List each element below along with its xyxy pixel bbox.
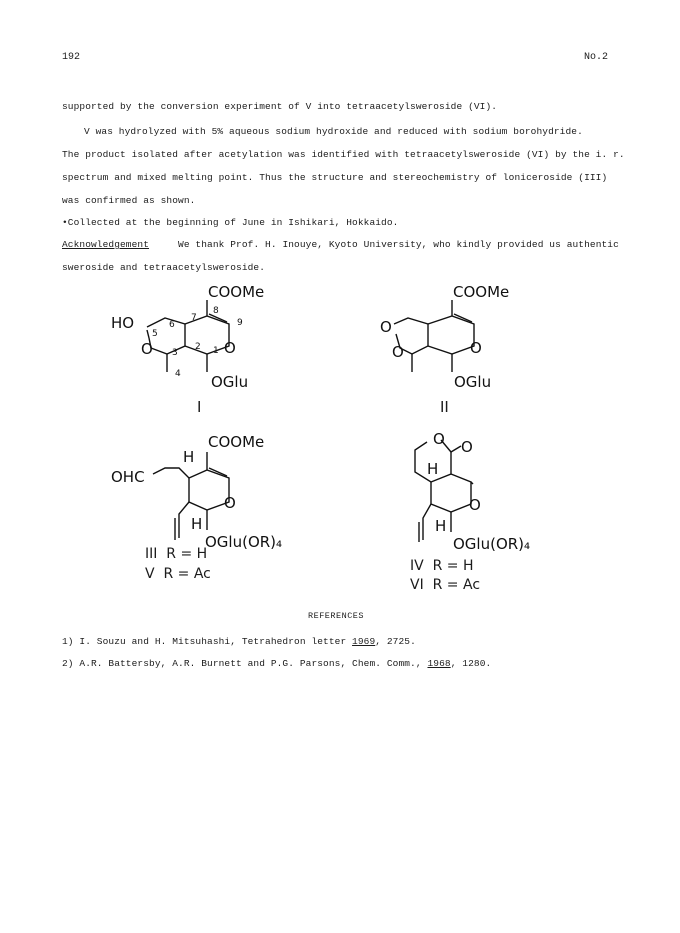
svg-text:O: O xyxy=(470,339,482,357)
struct-I-bonds-right xyxy=(185,316,229,354)
struct-III-label-1 xyxy=(145,546,207,562)
struct-I-num-4: 4 xyxy=(175,369,181,379)
svg-text:O: O xyxy=(224,339,236,357)
struct-IV-h-bottom: H xyxy=(435,517,447,535)
struct-I-label: I xyxy=(197,398,202,416)
struct-VI-r: R = Ac xyxy=(432,577,481,593)
reference-2-year: 1968 xyxy=(427,658,451,669)
reference-1-year: 1969 xyxy=(352,636,376,647)
struct-I-num-5: 5 xyxy=(152,329,158,339)
svg-text:O: O xyxy=(224,494,236,512)
svg-text:O: O xyxy=(141,340,153,358)
struct-III-h-bottom: H xyxy=(191,515,203,533)
struct-II-bonds-right xyxy=(428,316,474,354)
struct-III-ester: COOMe xyxy=(208,433,265,451)
body-line-footnote: •Collected at the beginning of June in Ishikari, Hokkaido. xyxy=(62,217,399,228)
struct-III-h-top: H xyxy=(183,448,195,466)
acknowledgement-line xyxy=(62,239,619,250)
struct-VI-label xyxy=(410,577,480,593)
struct-I-ester: COOMe xyxy=(208,283,265,301)
struct-V-num: V xyxy=(145,566,155,582)
struct-I-hydroxy: HO xyxy=(111,314,135,332)
issue-number: No.2 xyxy=(583,52,608,63)
struct-II-ester: COOMe xyxy=(453,283,510,301)
struct-V-r: R = Ac xyxy=(163,566,211,582)
struct-I-num-7: 7 xyxy=(191,313,197,323)
struct-I-num-8: 8 xyxy=(213,306,219,316)
struct-I-num-9: 9 xyxy=(237,318,243,328)
svg-text:O: O xyxy=(461,438,473,456)
body-line-3: The product isolated after acetylation was identified with tetraacetylsweroside (VI) by the i. r. xyxy=(62,149,625,160)
body-line-1: supported by the conversion experiment of V into tetraacetylsweroside (VI). xyxy=(62,101,498,112)
struct-III-num: III xyxy=(145,546,158,562)
struct-VI-num: VI xyxy=(410,577,424,593)
reference-2-text: 2) A.R. Battersby, A.R. Burnett and P.G. Parsons, Chem. Comm., xyxy=(62,658,428,669)
body-line-4: spectrum and mixed melting point. Thus the structure and stereochemistry of loniceroside (III) xyxy=(62,172,608,183)
svg-text:O: O xyxy=(469,496,481,514)
acknowledgement-text: We thank Prof. H. Inouye, Kyoto University, who kindly provided us authentic xyxy=(178,239,619,250)
structure-III xyxy=(105,430,315,555)
struct-IV-num: IV xyxy=(410,558,424,574)
struct-IV-h-top: H xyxy=(427,460,439,478)
struct-III-r: R = H xyxy=(166,546,208,562)
structure-I xyxy=(105,280,275,395)
acknowledgement-line-2: sweroside and tetraacetylsweroside. xyxy=(62,262,266,273)
acknowledgement-heading: Acknowledgement xyxy=(62,239,150,250)
svg-text:O: O xyxy=(433,430,445,448)
struct-II-sugar: OGlu xyxy=(454,373,492,391)
svg-text:O: O xyxy=(380,318,392,336)
reference-1-text: 1) I. Souzu and H. Mitsuhashi, Tetrahedron letter xyxy=(62,636,353,647)
struct-III-aldehyde: OHC xyxy=(111,468,145,486)
struct-V-label xyxy=(145,566,211,582)
struct-III-ring xyxy=(189,470,229,510)
struct-IV-label-1 xyxy=(410,558,474,574)
references-heading: REFERENCES xyxy=(308,611,365,621)
struct-IV-r: R = H xyxy=(432,558,474,574)
body-line-5: was confirmed as shown. xyxy=(62,195,196,206)
reference-1-suffix: , 2725. xyxy=(375,636,416,647)
struct-I-num-6: 6 xyxy=(169,320,175,330)
page-number: 192 xyxy=(62,52,81,63)
struct-III-sugar: OGlu(OR)₄ xyxy=(205,533,283,551)
struct-IV-sugar: OGlu(OR)₄ xyxy=(453,535,531,553)
struct-I-num-3: 3 xyxy=(172,348,178,358)
body-line-2: V was hydrolyzed with 5% aqueous sodium hydroxide and reduced with sodium borohydride. xyxy=(84,126,583,137)
struct-I-num-2: 2 xyxy=(195,342,201,352)
reference-2 xyxy=(62,658,491,669)
reference-1 xyxy=(62,636,416,647)
reference-2-suffix: , 1280. xyxy=(450,658,492,669)
structure-II xyxy=(370,280,540,395)
struct-II-label: II xyxy=(440,398,449,416)
svg-text:O: O xyxy=(392,343,404,361)
structure-IV xyxy=(385,430,555,555)
struct-I-sugar: OGlu xyxy=(211,373,249,391)
struct-I-num-1: 1 xyxy=(213,346,219,356)
